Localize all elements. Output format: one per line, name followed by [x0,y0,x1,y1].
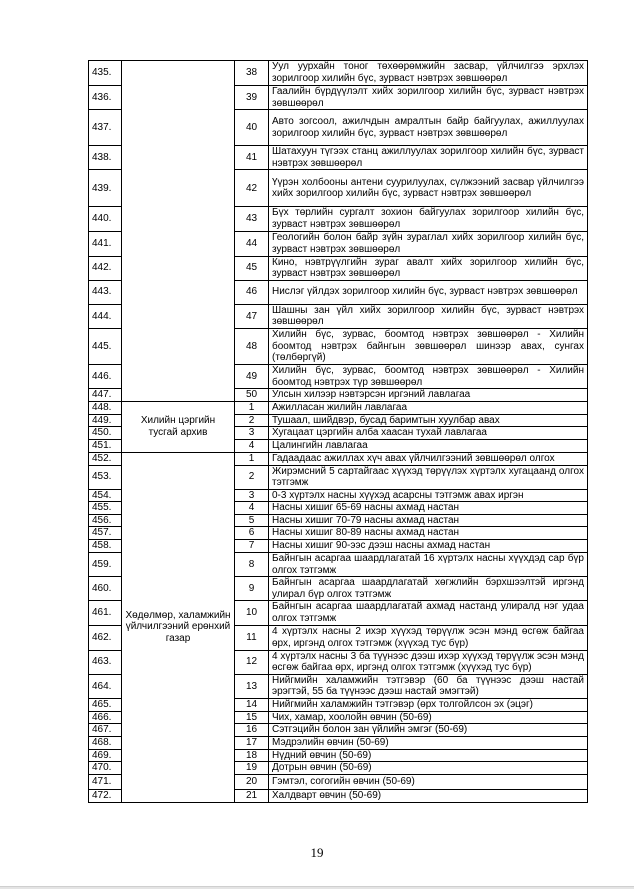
sub-number-cell: 10 [235,601,269,625]
row-number-cell: 461. [89,601,122,625]
sub-number-cell: 38 [235,61,269,86]
service-description-cell: Хилийн бүс, зурвас, боомтод нэвтрэх зөвшөөрөл - Хилийн боомтод нэвтрэх түр зөвшөөрөл [269,364,588,388]
service-description-cell: Кино, нэвтрүүлгийн зураг авалт хийх зорилгоор хилийн бүс, зурваст нэвтрэх зөвшөөрөл [269,256,588,280]
agency-cell [122,61,235,402]
row-number-cell: 454. [89,489,122,502]
service-description-cell: Авто зогсоол, ажилчдын амралтын байр байгуулах, ажиллуулах зорилгоор хилийн бүс, зурваст нэвтрэх зөвшөөрөл [269,110,588,146]
services-table-body [89,61,588,803]
row-number-cell: 443. [89,280,122,304]
service-description-cell: Уул уурхайн тоног төхөөрөмжийн засвар, үйлчилгээ эрхлэх зорилгоор хилийн бүс, зурваст нэвтрэх зөвшөөрөл [269,61,588,86]
table-row [89,452,588,465]
sub-number-cell: 5 [235,514,269,527]
service-description-cell: Тушаал, шийдвэр, бусад баримтын хуулбар авах [269,414,588,427]
sub-number-cell: 8 [235,553,269,577]
table-row [89,61,588,86]
service-description-cell: Насны хишиг 90-ээс дээш насны ахмад настан [269,540,588,553]
table-row [89,402,588,415]
service-description-cell: 4 хүртэлх насны 3 ба түүнээс дээш ихэр хүүхэд төрүүлж эсэн мэнд өсгөж байгаа өрх, иргэнд олгох тэтгэмж (хүүхэд тус бүр) [269,650,588,674]
service-description-cell: Байнгын асаргаа шаардлагатай хөгжлийн бэрхшээлтэй иргэнд улирал бүр олгох тэтгэмж [269,577,588,601]
service-description-cell: Геологийн болон байр зүйн зураглал хийх зорилгоор хилийн бүс, зурваст нэвтрэх зөвшөөрөл [269,231,588,256]
sub-number-cell: 44 [235,231,269,256]
service-description-cell: Нийгмийн халамжийн тэтгэвэр (өрх толгойлсон эх (эцэг) [269,699,588,712]
sub-number-cell: 47 [235,304,269,328]
row-number-cell: 435. [89,61,122,86]
service-description-cell: Ажилласан жилийн лавлагаа [269,402,588,415]
service-description-cell: Гаалийн бүрдүүлэлт хийх зорилгоор хилийн бүс, зурваст нэвтрэх зөвшөөрөл [269,86,588,110]
row-number-cell: 471. [89,774,122,789]
row-number-cell: 463. [89,650,122,674]
sub-number-cell: 3 [235,489,269,502]
row-number-cell: 457. [89,527,122,540]
sub-number-cell: 50 [235,389,269,402]
service-description-cell: Шатахуун түгээх станц ажиллуулах зорилгоор хилийн бүс, зурваст нэвтрэх зөвшөөрөл [269,146,588,170]
sub-number-cell: 39 [235,86,269,110]
service-description-cell: Нүдний өвчин (50-69) [269,749,588,762]
sub-number-cell: 4 [235,502,269,515]
service-description-cell: Улсын хилээр нэвтэрсэн иргэний лавлагаа [269,389,588,402]
service-description-cell: Нислэг үйлдэх зорилгоор хилийн бүс, зурваст нэвтрэх зөвшөөрөл [269,280,588,304]
sub-number-cell: 2 [235,465,269,489]
row-number-cell: 445. [89,328,122,364]
service-description-cell: Хилийн бүс, зурвас, боомтод нэвтрэх зөвшөөрөл - Хилийн боомтод нэвтрэх байнгын зөвшөөрөл шинээр авах, сунгах (төлбөргүй) [269,328,588,364]
service-description-cell: 0-3 хүртэлх насны хүүхэд асарсны тэтгэмж авах иргэн [269,489,588,502]
service-description-cell: Насны хишиг 70-79 насны ахмад настан [269,514,588,527]
row-number-cell: 458. [89,540,122,553]
row-number-cell: 441. [89,231,122,256]
service-description-cell: Мэдрэлийн өвчин (50-69) [269,737,588,750]
row-number-cell: 470. [89,762,122,775]
row-number-cell: 469. [89,749,122,762]
sub-number-cell: 9 [235,577,269,601]
service-description-cell: Насны хишиг 80-89 насны ахмад настан [269,527,588,540]
row-number-cell: 455. [89,502,122,515]
sub-number-cell: 19 [235,762,269,775]
service-description-cell: Нийгмийн халамжийн тэтгэвэр (60 ба түүнээс дээш настай эрэгтэй, 55 ба түүнээс дээш настай эмэгтэй) [269,674,588,698]
sub-number-cell: 43 [235,207,269,231]
row-number-cell: 456. [89,514,122,527]
service-description-cell: Чих, хамар, хоолойн өвчин (50-69) [269,711,588,724]
agency-cell: Хөдөлмөр, халамжийн үйлчилгээний ерөнхий газар [122,452,235,802]
sub-number-cell: 46 [235,280,269,304]
sub-number-cell: 18 [235,749,269,762]
service-description-cell: Бүх төрлийн сургалт зохион байгуулах зорилгоор хилийн бүс, зурваст нэвтрэх зөвшөөрөл [269,207,588,231]
sub-number-cell: 6 [235,527,269,540]
row-number-cell: 459. [89,553,122,577]
service-description-cell: Байнгын асаргаа шаардлагатай 16 хүртэлх насны хүүхдэд сар бүр олгох тэтгэмж [269,553,588,577]
sub-number-cell: 2 [235,414,269,427]
sub-number-cell: 48 [235,328,269,364]
service-description-cell: Хугацаат цэргийн алба хаасан тухай лавлагаа [269,427,588,440]
sub-number-cell: 4 [235,439,269,452]
sub-number-cell: 1 [235,402,269,415]
service-description-cell: 4 хүртэлх насны 2 ихэр хүүхэд төрүүлж эсэн мэнд өсгөж байгаа өрх, иргэнд олгох тэтгэмж (хүүхэд тус бүр) [269,625,588,650]
row-number-cell: 438. [89,146,122,170]
service-description-cell: Халдварт өвчин (50-69) [269,789,588,802]
sub-number-cell: 20 [235,774,269,789]
row-number-cell: 450. [89,427,122,440]
row-number-cell: 437. [89,110,122,146]
agency-cell: Хилийн цэргийн тусгай архив [122,402,235,452]
row-number-cell: 449. [89,414,122,427]
row-number-cell: 467. [89,724,122,737]
row-number-cell: 436. [89,86,122,110]
sub-number-cell: 12 [235,650,269,674]
row-number-cell: 448. [89,402,122,415]
service-description-cell: Шашны зан үйл хийх зорилгоор хилийн бүс, зурваст нэвтрэх зөвшөөрөл [269,304,588,328]
sub-number-cell: 14 [235,699,269,712]
sub-number-cell: 41 [235,146,269,170]
sub-number-cell: 40 [235,110,269,146]
sub-number-cell: 11 [235,625,269,650]
row-number-cell: 453. [89,465,122,489]
row-number-cell: 442. [89,256,122,280]
sub-number-cell: 49 [235,364,269,388]
sub-number-cell: 21 [235,789,269,802]
row-number-cell: 465. [89,699,122,712]
service-description-cell: Насны хишиг 65-69 насны ахмад настан [269,502,588,515]
row-number-cell: 472. [89,789,122,802]
services-table [88,60,588,803]
service-description-cell: Жирэмсний 5 сартайгаас хүүхэд төрүүлэх хүртэлх хугацаанд олгох тэтгэмж [269,465,588,489]
sub-number-cell: 42 [235,170,269,207]
row-number-cell: 464. [89,674,122,698]
row-number-cell: 466. [89,711,122,724]
service-description-cell: Гадаадаас ажиллах хүч авах үйлчилгээний зөвшөөрөл олгох [269,452,588,465]
row-number-cell: 460. [89,577,122,601]
sub-number-cell: 45 [235,256,269,280]
sub-number-cell: 15 [235,711,269,724]
row-number-cell: 447. [89,389,122,402]
sub-number-cell: 7 [235,540,269,553]
sub-number-cell: 1 [235,452,269,465]
service-description-cell: Үүрэн холбооны антени суурилуулах, сүлжээний засвар үйлчилгээ хийх зорилгоор хилийн бүс, зурваст нэвтрэх зөвшөөрөл [269,170,588,207]
service-description-cell: Гэмтэл, согогийн өвчин (50-69) [269,774,588,789]
row-number-cell: 462. [89,625,122,650]
service-description-cell: Дотрын өвчин (50-69) [269,762,588,775]
row-number-cell: 440. [89,207,122,231]
row-number-cell: 439. [89,170,122,207]
service-description-cell: Сэтгэцийн болон зан үйлийн эмгэг (50-69) [269,724,588,737]
sub-number-cell: 3 [235,427,269,440]
service-description-cell: Байнгын асаргаа шаардлагатай ахмад настанд улиралд нэг удаа олгох тэтгэмж [269,601,588,625]
sub-number-cell: 13 [235,674,269,698]
sub-number-cell: 17 [235,737,269,750]
row-number-cell: 468. [89,737,122,750]
row-number-cell: 451. [89,439,122,452]
row-number-cell: 444. [89,304,122,328]
sub-number-cell: 16 [235,724,269,737]
row-number-cell: 452. [89,452,122,465]
service-description-cell: Цалингийн лавлагаа [269,439,588,452]
page-number: 19 [310,845,324,860]
row-number-cell: 446. [89,364,122,388]
